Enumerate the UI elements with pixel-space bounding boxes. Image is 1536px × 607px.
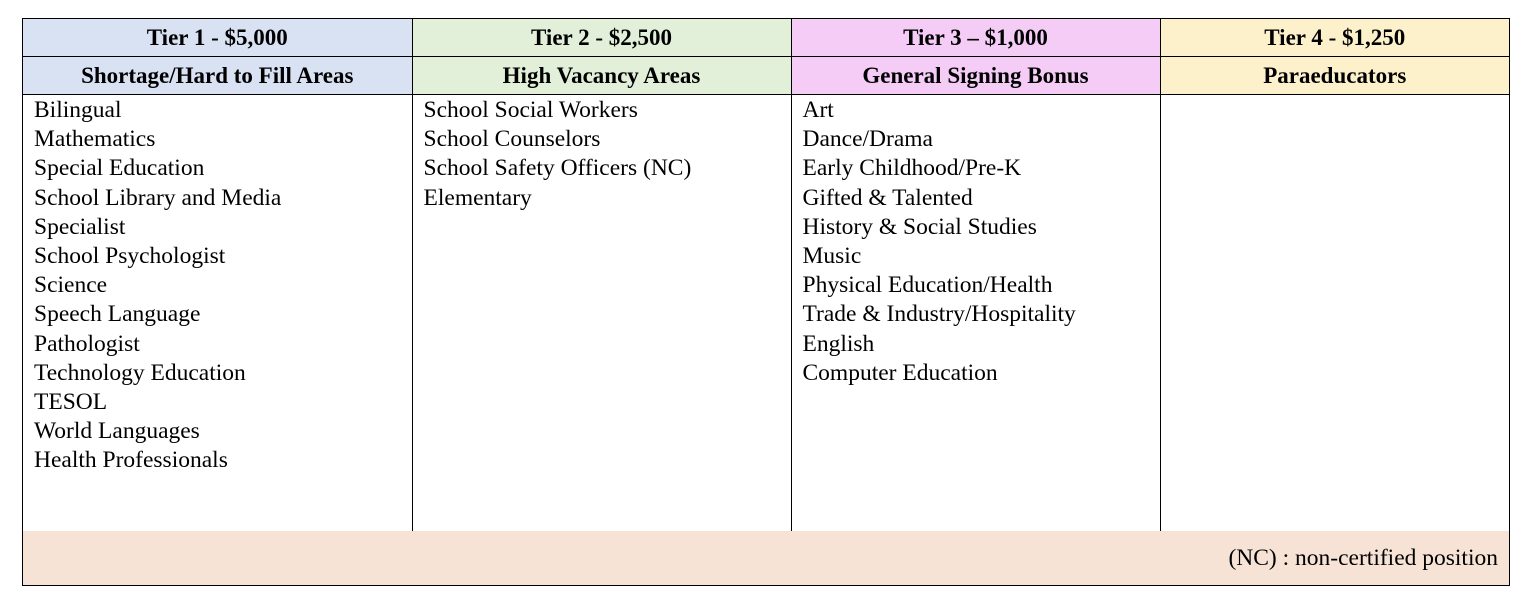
tier-3-item-list (792, 95, 1160, 388)
list-item: Pathologist (34, 330, 140, 357)
list-item: School Social Workers (423, 97, 638, 123)
list-item: Art (802, 97, 834, 123)
list-item: World Languages (34, 418, 200, 445)
list-item: School Library and Media (34, 184, 282, 211)
bonus-tier-table (23, 19, 1509, 532)
list-item: Gifted & Talented (802, 184, 973, 211)
list-item: Specialist (34, 213, 126, 240)
footnote-text: (NC) : non-certified position (1228, 545, 1498, 571)
list-item: Bilingual (34, 97, 122, 123)
items-row (23, 95, 1509, 532)
tier-1-category: Shortage/Hard to Fill Areas (23, 57, 412, 95)
list-item: Computer Education (802, 359, 998, 386)
tier-4-item-list (1161, 95, 1510, 96)
list-item: Health Professionals (34, 447, 228, 474)
tier-1-items-cell (23, 95, 412, 532)
tier-3-items-cell (791, 95, 1160, 532)
list-item: Physical Education/Health (802, 272, 1053, 299)
list-item: School Psychologist (34, 243, 226, 270)
tier-4-category: Paraeducators (1160, 57, 1509, 95)
tier-1-header: Tier 1 - $5,000 (23, 19, 412, 57)
list-item: Mathematics (34, 126, 156, 153)
list-item: Trade & Industry/Hospitality (802, 301, 1076, 328)
footnote-band (23, 531, 1509, 585)
list-item: History & Social Studies (802, 213, 1037, 240)
list-item: Speech Language (34, 301, 201, 328)
list-item: Dance/Drama (802, 126, 933, 153)
list-item: Elementary (423, 184, 532, 211)
tier-4-header: Tier 4 - $1,250 (1160, 19, 1509, 57)
tier-3-category: General Signing Bonus (791, 57, 1160, 95)
tier-1-item-list (23, 95, 412, 476)
tier-2-item-list (413, 95, 791, 213)
list-item: Technology Education (34, 359, 246, 386)
tier-2-header: Tier 2 - $2,500 (412, 19, 791, 57)
list-item: School Safety Officers (NC) (423, 155, 692, 182)
list-item: School Counselors (423, 126, 601, 153)
list-item: English (802, 330, 875, 357)
tier-2-items-cell (412, 95, 791, 532)
category-header-row (23, 57, 1509, 95)
tier-header-row (23, 19, 1509, 57)
tier-3-header: Tier 3 – $1,000 (791, 19, 1160, 57)
bonus-tier-table-frame (22, 18, 1510, 586)
list-item: Science (34, 272, 108, 299)
tier-2-category: High Vacancy Areas (412, 57, 791, 95)
list-item: TESOL (34, 389, 108, 416)
list-item: Early Childhood/Pre-K (802, 155, 1022, 182)
list-item: Special Education (34, 155, 205, 182)
tier-4-items-cell (1160, 95, 1509, 532)
list-item: Music (802, 243, 862, 270)
